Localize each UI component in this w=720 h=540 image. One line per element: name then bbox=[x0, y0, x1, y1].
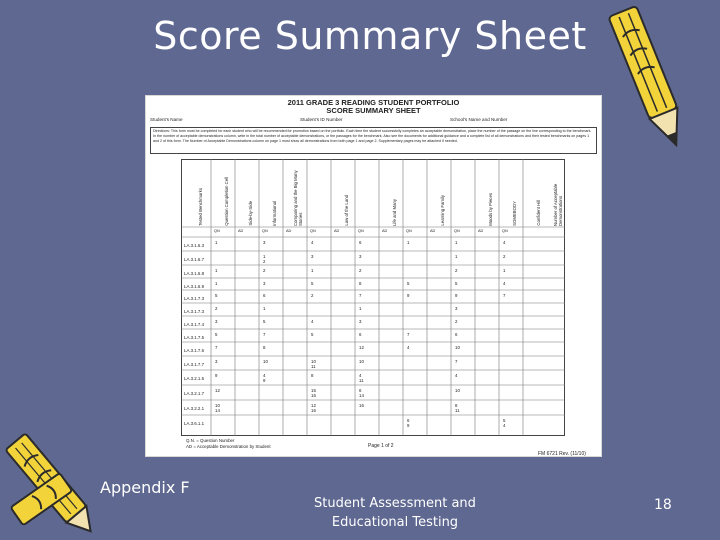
score-cell: 7 bbox=[359, 293, 362, 298]
score-cell: 6 bbox=[359, 332, 362, 337]
row-label: LA.3.1.7.7 bbox=[184, 362, 205, 367]
row-label: LA.3.1.7.4 bbox=[184, 322, 205, 327]
score-cell: 4 bbox=[311, 319, 314, 324]
score-cell: 8 11 bbox=[455, 403, 460, 413]
score-cell: 6 9 bbox=[407, 418, 410, 428]
score-cell: 12 bbox=[215, 388, 220, 393]
score-cell: 9 bbox=[215, 373, 218, 378]
score-cell: 1 bbox=[503, 268, 506, 273]
score-cell: 12 bbox=[359, 345, 364, 350]
score-cell: 5 bbox=[311, 332, 314, 337]
subheader-qn: QN bbox=[358, 229, 364, 233]
score-cell: 6 bbox=[455, 332, 458, 337]
row-label: LA.3.1.7.3 bbox=[184, 296, 205, 301]
score-cell: 4 bbox=[503, 281, 506, 286]
subheader-ad: AD bbox=[430, 229, 436, 233]
col-header-4: Comparing and the Big Many Stories bbox=[293, 170, 303, 226]
score-cell: 7 bbox=[455, 359, 458, 364]
score-cell: 12 16 bbox=[311, 403, 316, 413]
col-header-1: Question Completion Cell bbox=[223, 177, 229, 226]
score-cell: 2 bbox=[503, 254, 506, 259]
score-cell: 2 bbox=[311, 293, 314, 298]
legend-ad: AD = Acceptable Demonstration by Student bbox=[186, 444, 271, 449]
score-cell: 9 bbox=[455, 293, 458, 298]
pencil-top-right-icon bbox=[605, 0, 695, 160]
score-cell: 6 bbox=[359, 240, 362, 245]
score-cell: 2 bbox=[455, 268, 458, 273]
score-cell: 1 bbox=[263, 306, 266, 311]
student-name-field: Student's Name bbox=[150, 117, 183, 122]
col-header-11: Number of Acceptable Demonstrations bbox=[553, 183, 563, 226]
legend-qn: Q.N. = Question Number bbox=[186, 438, 235, 443]
score-cell: 5 bbox=[215, 293, 218, 298]
footer-line2: Educational Testing bbox=[331, 515, 459, 530]
score-cell: 3 bbox=[215, 359, 218, 364]
score-cell: 5 bbox=[311, 281, 314, 286]
subheader-ad: AD bbox=[478, 229, 484, 233]
subheader-qn: QN bbox=[262, 229, 268, 233]
student-id-field: Student's ID Number bbox=[300, 117, 343, 122]
score-cell: 7 bbox=[407, 332, 410, 337]
score-cell: 1 bbox=[215, 281, 218, 286]
score-cell: 4 bbox=[503, 240, 506, 245]
score-cell: 8 bbox=[359, 281, 362, 286]
row-label: LA.3.1.7.5 bbox=[184, 335, 205, 340]
score-cell: 10 14 bbox=[215, 403, 220, 413]
col-header-7: Learning Family bbox=[439, 195, 445, 226]
school-name-field: School's Name and Number bbox=[450, 117, 508, 122]
score-cell: 15 16 bbox=[311, 388, 316, 398]
score-cell: 4 11 bbox=[359, 373, 364, 383]
score-cell: 2 bbox=[455, 319, 458, 324]
subheader-qn: QN bbox=[502, 229, 508, 233]
score-cell: 1 bbox=[407, 240, 410, 245]
score-cell: 3 bbox=[359, 319, 362, 324]
score-cell: 1 bbox=[359, 306, 362, 311]
score-cell: 2 bbox=[263, 268, 266, 273]
score-cell: 1 bbox=[215, 268, 218, 273]
col-header-6: Life and Many bbox=[391, 199, 397, 226]
score-cell: 3 bbox=[263, 240, 266, 245]
subheader-ad: AD bbox=[286, 229, 292, 233]
score-cell: 1 bbox=[455, 240, 458, 245]
score-cell: 3 bbox=[311, 254, 314, 259]
row-label: LA.3.1.7.6 bbox=[184, 348, 205, 353]
score-cell: 2 bbox=[359, 268, 362, 273]
row-label: LA.3.2.1.5 bbox=[184, 376, 205, 381]
sheet-form-number: FM 6721 Rev. (11/10) bbox=[538, 451, 586, 457]
subheader-qn: QN bbox=[454, 229, 460, 233]
appendix-label: Appendix F bbox=[100, 478, 190, 497]
score-cell: 5 4 bbox=[503, 418, 506, 428]
subheader-ad: AD bbox=[382, 229, 388, 233]
page-number: 18 bbox=[654, 497, 672, 513]
row-label: LA.3.1.6.8 bbox=[184, 271, 205, 276]
score-cell: 4 bbox=[407, 345, 410, 350]
row-label: LA.3.1.6.7 bbox=[184, 257, 205, 262]
sheet-page-footer: Page 1 of 2 bbox=[368, 443, 394, 449]
score-cell: 10 bbox=[455, 345, 460, 350]
score-cell: 3 bbox=[215, 319, 218, 324]
col-header-9: SOMEBODY bbox=[511, 201, 517, 226]
score-cell: 7 bbox=[263, 332, 266, 337]
row-label: LA.3.1.7.3 bbox=[184, 309, 205, 314]
slide-title: Score Summary Sheet bbox=[153, 14, 587, 58]
score-cell: 1 bbox=[215, 240, 218, 245]
footer-line1: Student Assessment and bbox=[314, 496, 476, 511]
score-cell: 5 bbox=[455, 281, 458, 286]
score-cell: 5 bbox=[263, 319, 266, 324]
footer-center bbox=[290, 494, 500, 532]
score-cell: 6 bbox=[263, 293, 266, 298]
row-label: LA.3.1.6.3 bbox=[184, 243, 205, 248]
col-header-10: Confident Hill bbox=[535, 200, 541, 226]
subheader-qn: QN bbox=[406, 229, 412, 233]
score-cell: 3 bbox=[359, 254, 362, 259]
score-cell: 1 bbox=[455, 254, 458, 259]
score-cell: 8 bbox=[311, 373, 314, 378]
score-cell: 10 bbox=[263, 359, 268, 364]
score-cell: 8 bbox=[263, 345, 266, 350]
score-cell: 7 bbox=[215, 345, 218, 350]
score-cell: 4 bbox=[311, 240, 314, 245]
subheader-ad: AD bbox=[238, 229, 244, 233]
score-cell: 10 bbox=[455, 388, 460, 393]
score-cell: 10 bbox=[359, 359, 364, 364]
score-cell: 10 11 bbox=[311, 359, 316, 369]
row-label: LA.3.1.6.9 bbox=[184, 284, 205, 289]
score-cell: 5 bbox=[215, 332, 218, 337]
col-header-0: Tested Benchmarks bbox=[197, 188, 203, 226]
score-cell: 1 2 bbox=[263, 254, 266, 264]
score-summary-sheet-image bbox=[145, 95, 602, 457]
score-cell: 2 bbox=[215, 306, 218, 311]
col-header-2: Side-by-Side bbox=[247, 201, 253, 226]
score-cell: 5 bbox=[407, 281, 410, 286]
subheader-qn: QN bbox=[310, 229, 316, 233]
pencil-bottom-left-icon bbox=[2, 430, 112, 540]
sheet-directions: Directions: This form must be completed for each student who will be recommended for promotion based on the portfolio. Each time the student successfully completes an acceptable demonstration, place the number of the passage on the line corresponding to the benchmark. In the number of acceptable demonstrations column, write in the total number of acceptable demonstrations, or the passages for the benchmark. Also see the documents for additional guidance and a complete list of all demonstrations and their tested benchmarks on pages 1 and 2 of this form. The Number of Acceptable Demonstrations column on page 1 must show all demonstrations from both page 1 and page 2. Supplementary pages may be attached if needed. bbox=[150, 127, 597, 154]
score-cell: 4 bbox=[455, 373, 458, 378]
sheet-header-line2: SCORE SUMMARY SHEET bbox=[326, 106, 421, 115]
score-cell: 9 bbox=[407, 293, 410, 298]
sheet-header-line1: 2011 GRADE 3 READING STUDENT PORTFOLIO bbox=[287, 98, 460, 107]
score-cell: 3 bbox=[263, 281, 266, 286]
score-cell: 4 9 bbox=[263, 373, 266, 383]
col-header-8: Moods by Pieces bbox=[487, 193, 493, 226]
score-cell: 7 bbox=[503, 293, 506, 298]
subheader-ad: AD bbox=[334, 229, 340, 233]
score-cell: 16 bbox=[359, 403, 364, 408]
score-cell: 1 bbox=[311, 268, 314, 273]
row-label: LA.3.2.1.7 bbox=[184, 391, 205, 396]
col-header-3: Informational bbox=[271, 201, 277, 226]
row-label: LA.3.2.2.1 bbox=[184, 406, 205, 411]
score-cell: 6 14 bbox=[359, 388, 364, 398]
subheader-qn: QN bbox=[214, 229, 220, 233]
col-header-5: Law of the Land bbox=[343, 195, 349, 226]
score-cell: 3 bbox=[455, 306, 458, 311]
row-label: LA.3.6.1.1 bbox=[184, 421, 205, 426]
